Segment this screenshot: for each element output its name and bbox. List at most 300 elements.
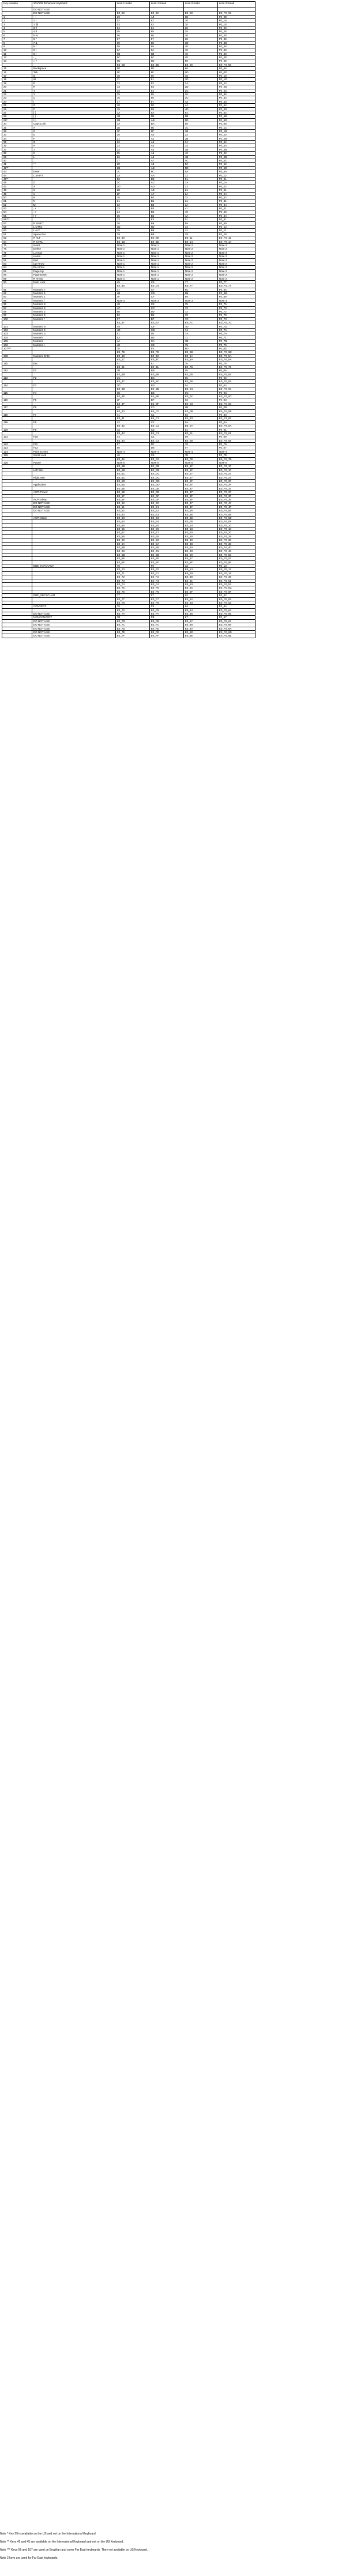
- scan2-make-cell: E0_09: [183, 439, 217, 442]
- scan2-make-cell: E0_68: [183, 623, 217, 627]
- scan1-make-cell: 26: [115, 155, 149, 159]
- key-location-cell: 96: [2, 303, 32, 306]
- scan2-make-cell: 33: [183, 144, 217, 148]
- scan1-make-cell: Note 1: [115, 262, 149, 265]
- scan2-make-cell: E0_20: [183, 531, 217, 534]
- scan1-break-cell: Note 1: [149, 258, 183, 262]
- scan2-break-cell: F0_2E: [217, 33, 255, 37]
- scan2-make-cell: 06: [183, 376, 217, 380]
- key-name-cell: I: [32, 100, 115, 103]
- scan1-make-cell: 4B: [115, 292, 149, 295]
- scan1-break-cell: E0_EF: [149, 560, 183, 564]
- scan1-make-cell: 22: [115, 141, 149, 144]
- key-name-cell: Numeric 5: [32, 306, 115, 310]
- scan2-break-cell: E0_F0_5E: [217, 513, 255, 516]
- scan2-make-cell: Note 2: [183, 251, 217, 254]
- key-location-cell: 99: [2, 314, 32, 317]
- scan1-make-cell: 40: [115, 406, 149, 409]
- key-name-cell: Pause: [32, 461, 115, 465]
- scan2-make-cell: 4E: [183, 56, 217, 59]
- scan2-make-cell: E0_1F: [183, 468, 217, 472]
- scan1-make-cell: 3A: [115, 122, 149, 126]
- scan2-break-cell: F0_25: [217, 30, 255, 33]
- scan2-make-cell: 01: [183, 428, 217, 431]
- key-name-cell: Caps Lock: [32, 122, 115, 126]
- scan2-break-cell: E0_F0_47: [217, 502, 255, 505]
- scan1-break-cell: C2: [149, 420, 183, 424]
- scan2-break-cell: E0_F0_76: [217, 365, 255, 368]
- scan1-make-cell: 43: [115, 428, 149, 431]
- scan2-break-cell: E0_F0_0C: [217, 395, 255, 398]
- key-name-cell: C: [32, 189, 115, 192]
- key-location-cell: 11: [2, 52, 32, 55]
- scan1-break-cell: 8D: [149, 59, 183, 63]
- scan1-make-cell: 01: [115, 361, 149, 365]
- scan2-break-cell: F0_03: [217, 398, 255, 402]
- key-name-cell: D: [32, 133, 115, 137]
- key-location-cell: 6: [2, 33, 32, 37]
- scan2-break-cell: E0_F0_11: [217, 236, 255, 240]
- scan1-make-cell: 73: [115, 218, 149, 221]
- scan1-make-cell: E0_70: [115, 568, 149, 571]
- scan1-make-cell: 34: [115, 210, 149, 214]
- scan1-make-cell: 1A: [115, 111, 149, 114]
- scan2-make-cell: Note 2: [183, 269, 217, 273]
- scan2-break-cell: F0_7E: [217, 454, 255, 457]
- scan1-make-cell: 1D: [115, 225, 149, 229]
- key-name-cell: P: [32, 107, 115, 111]
- scan1-make-cell: E0_72: [115, 575, 149, 579]
- scan1-break-cell: C8: [149, 303, 183, 306]
- scan1-break-cell: BB: [149, 369, 183, 372]
- scan2-break-cell: F0_07: [217, 446, 255, 450]
- scan1-make-cell: 70: [115, 564, 149, 567]
- scan1-break-cell: AA: [149, 174, 183, 177]
- scan1-break-cell: 9D: [149, 225, 183, 229]
- scan1-make-cell: 79: [115, 605, 149, 608]
- scan1-break-cell: E0_FC: [149, 623, 183, 627]
- scan2-break-cell: F0_5D: [217, 118, 255, 122]
- scan1-make-cell: E0_3D: [115, 387, 149, 391]
- scan1-make-cell: 1F: [115, 129, 149, 133]
- scan1-break-cell: A1: [149, 137, 183, 140]
- scan1-break-cell: E0_E5: [149, 524, 183, 527]
- scan2-break-cell: E0_F0_40: [217, 546, 255, 549]
- scan1-make-cell: E0_74: [115, 582, 149, 586]
- key-name-cell: Num Lock: [32, 280, 115, 284]
- scan2-break-cell: F0_4A: [217, 214, 255, 217]
- key-name-cell: Numeric 3: [32, 332, 115, 336]
- scan1-break-cell: CC: [149, 306, 183, 310]
- key-name-cell: Numeric 8: [32, 303, 115, 306]
- scan1-break-cell: B7: [149, 317, 183, 321]
- scan1-make-cell: E0_7D: [115, 627, 149, 630]
- key-location-cell: 104: [2, 336, 32, 339]
- scan1-make-cell: 2F: [115, 192, 149, 195]
- key-name-cell: V: [32, 192, 115, 195]
- scan2-make-cell: 46: [183, 48, 217, 52]
- key-name-cell: 7 &: [32, 41, 115, 44]
- scan1-make-cell: E0_62: [115, 509, 149, 513]
- key-location-cell: 57: [2, 221, 32, 225]
- scan1-break-cell: A6: [149, 155, 183, 159]
- scan1-make-cell: 31: [115, 199, 149, 203]
- scan1-break-cell: B8: [149, 229, 183, 232]
- key-name-cell: ACPI Wake: [32, 516, 115, 519]
- scan2-make-cell: 0A: [183, 420, 217, 424]
- scan1-make-cell: E0_66: [115, 528, 149, 531]
- header-keyboard: 101/102 Enhanced keyboard: [32, 2, 115, 8]
- scan2-make-cell: Note 2: [183, 247, 217, 251]
- key-name-cell: R SHIFT: [32, 221, 115, 225]
- scan2-make-cell: 79: [183, 343, 217, 347]
- scan2-make-cell: 61: [183, 177, 217, 180]
- scan1-break-cell: Note 1: [149, 273, 183, 277]
- scan2-make-cell: 42: [183, 152, 217, 155]
- scan1-break-cell: D1: [149, 332, 183, 336]
- scan1-make-cell: E0_75: [115, 586, 149, 590]
- scan2-break-cell: E0_F0_3F: [217, 498, 255, 501]
- scan1-break-cell: E0_E4: [149, 520, 183, 524]
- scan1-make-cell: E0_6A: [115, 542, 149, 545]
- scan2-make-cell: 78: [183, 443, 217, 446]
- scan1-make-cell: 19: [115, 107, 149, 111]
- key-location-cell: 95: [2, 299, 32, 302]
- scan1-break-cell: AE: [149, 189, 183, 192]
- key-location-cell: 105: [2, 340, 32, 343]
- scan1-make-cell: 57: [115, 443, 149, 446]
- scan2-make-cell: 29: [183, 232, 217, 236]
- scan2-make-cell: E0_56: [183, 509, 217, 513]
- scan2-make-cell: E0_37: [183, 491, 217, 494]
- scan2-break-cell: E0_F0_14: [217, 240, 255, 243]
- scan1-break-cell: E0_B7: [149, 321, 183, 325]
- key-name-cell: F3: [32, 383, 115, 387]
- scan2-make-cell: 2C: [183, 89, 217, 92]
- scan1-make-cell: E0_5F: [115, 494, 149, 498]
- scan2-break-cell: F0_0C: [217, 391, 255, 394]
- scan2-make-cell: 72: [183, 310, 217, 314]
- scan2-make-cell: 55: [183, 59, 217, 63]
- scan2-break-cell: Note 2: [217, 266, 255, 269]
- scan2-make-cell: 0D: [183, 70, 217, 74]
- key-location-cell: 97: [2, 306, 32, 310]
- footnote: Note *** Keys 56 and 107 are used on Brazilian and some Far East keyboards. They not available on US Keyboard.: [0, 2548, 148, 2552]
- key-location-cell: 125: [2, 454, 32, 457]
- key-location-cell: 27: [2, 111, 32, 114]
- key-location-cell: 80: [2, 255, 32, 258]
- key-location-cell: 21: [2, 89, 32, 92]
- scan1-break-cell: 8C: [149, 56, 183, 59]
- scan2-break-cell: E0_F0_09: [217, 439, 255, 442]
- scan1-make-cell: E0_1D: [115, 240, 149, 243]
- key-name-cell: 5 %: [32, 33, 115, 37]
- scan2-break-cell: Note 2: [217, 258, 255, 262]
- key-name-cell: . >: [32, 210, 115, 214]
- key-location-cell: 91: [2, 288, 32, 291]
- scan1-break-cell: B1: [149, 199, 183, 203]
- scan1-make-cell: E0_7E: [115, 631, 149, 634]
- scan1-break-cell: A8: [149, 163, 183, 166]
- scan2-make-cell: E0_6A: [183, 627, 217, 630]
- scan1-break-cell: B9: [149, 232, 183, 236]
- scan1-break-cell: 84: [149, 26, 183, 29]
- scan1-break-cell: B4: [149, 210, 183, 214]
- scan2-make-cell: 66: [183, 67, 217, 70]
- scan2-break-cell: Note 2: [217, 277, 255, 280]
- scan1-break-cell: D0: [149, 310, 183, 314]
- scan2-break-cell: E0_F0_19: [217, 571, 255, 575]
- scan2-break-cell: F0_35: [217, 92, 255, 96]
- scan2-break-cell: E0_F0_38: [217, 542, 255, 545]
- scan2-break-cell: E0_F0_06: [217, 380, 255, 383]
- key-location-cell: 116: [2, 398, 32, 402]
- scan2-break-cell: E0_F0_00: [217, 12, 255, 15]
- scan1-make-cell: E0_61: [115, 505, 149, 509]
- scan2-make-cell: 2D: [183, 85, 217, 89]
- key-name-cell: F9: [32, 428, 115, 431]
- scan2-make-cell: 0B: [183, 406, 217, 409]
- key-location-cell: 53: [2, 207, 32, 210]
- scan1-make-cell: 36: [115, 221, 149, 225]
- scan1-break-cell: E0_E2: [149, 509, 183, 513]
- scan1-make-cell: E0_37: [115, 321, 149, 325]
- scan1-make-cell: E0_3F: [115, 402, 149, 405]
- key-location-cell: 39: [2, 155, 32, 159]
- scan1-break-cell: E0_FB: [149, 619, 183, 623]
- scan1-break-cell: CA: [149, 340, 183, 343]
- key-name-cell: ` ~: [32, 15, 115, 18]
- key-name-cell: T: [32, 89, 115, 92]
- scan1-make-cell: 10: [115, 74, 149, 78]
- scan2-break-cell: F0_44: [217, 104, 255, 107]
- scan2-break-cell: F0_13: [217, 564, 255, 567]
- scan2-break-cell: E0_F0_08: [217, 520, 255, 524]
- scan1-break-cell: Note 1: [149, 247, 183, 251]
- key-name-cell: ; :: [32, 159, 115, 163]
- key-name-cell: Print Screen: [32, 450, 115, 453]
- scan2-break-cell: E0_F0_1F: [217, 465, 255, 468]
- scan2-make-cell: 59: [183, 221, 217, 225]
- scan1-make-cell: 4C: [115, 306, 149, 310]
- scan2-break-cell: E0_F0_62: [217, 597, 255, 601]
- key-name-cell: Numeric -: [32, 340, 115, 343]
- scan2-break-cell: F0_2B: [217, 137, 255, 140]
- scan2-break-cell: F0_1A: [217, 181, 255, 184]
- scan1-make-cell: 14: [115, 89, 149, 92]
- scan1-make-cell: 07: [115, 37, 149, 41]
- key-location-cell: 2: [2, 19, 32, 22]
- scan1-make-cell: 50: [115, 310, 149, 314]
- scan2-make-cell: 6B: [183, 292, 217, 295]
- scan2-make-cell: 11: [183, 229, 217, 232]
- key-name-cell: DO NOT USE: [32, 502, 115, 505]
- scan2-break-cell: E0_F0_67: [217, 619, 255, 623]
- scan2-break-cell: E0_F0_83: [217, 417, 255, 420]
- scan1-make-cell: 0C: [115, 56, 149, 59]
- scan1-break-cell: E0_C1: [149, 417, 183, 420]
- scan2-break-cell: F0_51: [217, 218, 255, 221]
- scan1-make-cell: 0F: [115, 70, 149, 74]
- scan1-break-cell: BC: [149, 376, 183, 380]
- scan2-make-cell: 76: [183, 361, 217, 365]
- key-name-cell: Delete: [32, 247, 115, 251]
- scan2-break-cell: F0_22: [217, 184, 255, 188]
- scan2-make-cell: 6C: [183, 288, 217, 291]
- key-name-cell: Left Win: [32, 468, 115, 472]
- key-name-cell: Numeric /: [32, 299, 115, 302]
- scan2-break-cell: E0_F0_5E: [217, 516, 255, 519]
- scan1-make-cell: Note 1: [115, 255, 149, 258]
- scan2-break-cell: F0_74: [217, 328, 255, 332]
- scan2-make-cell: 04: [183, 383, 217, 387]
- scan1-break-cell: E0_EA: [149, 542, 183, 545]
- scan2-make-cell: 34: [183, 141, 217, 144]
- key-name-cell: R Arrow: [32, 277, 115, 280]
- scan1-make-cell: 27: [115, 159, 149, 163]
- key-location-cell: 100: [2, 317, 32, 321]
- scan1-break-cell: E0_F7: [149, 597, 183, 601]
- scan2-break-cell: Note 5: [217, 461, 255, 465]
- key-name-cell: Page Down: [32, 273, 115, 277]
- scan2-break-cell: E0_F0_6A: [217, 627, 255, 630]
- scan2-make-cell: E0_5F: [183, 590, 217, 593]
- scan2-make-cell: 4A: [183, 214, 217, 217]
- scan2-break-cell: Note 3: [217, 299, 255, 302]
- scan2-make-cell: 7C: [183, 317, 217, 321]
- scan2-make-cell: Note 2: [183, 262, 217, 265]
- scan1-break-cell: E0_DB: [149, 465, 183, 468]
- scan1-make-cell: Note 3: [115, 299, 149, 302]
- scan2-make-cell: E0_47: [183, 502, 217, 505]
- scan2-make-cell: Note 3: [183, 299, 217, 302]
- scan2-break-cell: F0_64: [217, 605, 255, 608]
- scan1-make-cell: Note 5: [115, 461, 149, 465]
- key-name-cell: 3 #: [32, 26, 115, 29]
- scan1-break-cell: Note 3: [149, 299, 183, 302]
- table-row: [2, 634, 255, 638]
- key-name-cell: M: [32, 203, 115, 206]
- scan1-make-cell: 2B: [115, 118, 149, 122]
- scan2-break-cell: E0_F0_5A: [217, 354, 255, 357]
- key-location-cell: 49: [2, 192, 32, 195]
- key-location-cell: 86: [2, 273, 32, 277]
- scan2-make-cell: 51: [183, 218, 217, 221]
- key-name-cell: G: [32, 141, 115, 144]
- key-name-cell: Numeric 1: [32, 295, 115, 299]
- scan2-make-cell: 07: [183, 446, 217, 450]
- scan2-break-cell: F0_52: [217, 163, 255, 166]
- scan1-make-cell: 3B: [115, 369, 149, 372]
- scan1-make-cell: 02: [115, 19, 149, 22]
- key-name-cell: CONVERT: [32, 605, 115, 608]
- key-location-cell: 33: [2, 133, 32, 137]
- scan1-break-cell: B2: [149, 203, 183, 206]
- key-location-cell: 3: [2, 22, 32, 26]
- scan1-break-cell: F3: [149, 218, 183, 221]
- scan1-make-cell: 35: [115, 214, 149, 217]
- key-name-cell: L ALT: [32, 229, 115, 232]
- key-location-cell: 121: [2, 435, 32, 439]
- key-location-cell: 38: [2, 152, 32, 155]
- scan1-break-cell: CD: [149, 328, 183, 332]
- key-location-cell: 8: [2, 41, 32, 44]
- scan2-break-cell: Note 2: [217, 251, 255, 254]
- scan1-make-cell: E0_3E: [115, 395, 149, 398]
- scan1-make-cell: 56: [115, 177, 149, 180]
- scan2-break-cell: F0_31: [217, 199, 255, 203]
- scan2-break-cell: E0_F0_37: [217, 491, 255, 494]
- scan1-make-cell: 7B: [115, 616, 149, 619]
- scan2-make-cell: 2E: [183, 33, 217, 37]
- key-location-cell: 124: [2, 450, 32, 453]
- scan2-make-cell: E0_40: [183, 546, 217, 549]
- scan1-make-cell: 17: [115, 100, 149, 103]
- scan2-make-cell: 49: [183, 210, 217, 214]
- scan1-break-cell: 96: [149, 96, 183, 100]
- scan1-make-cell: 46: [115, 454, 149, 457]
- scan1-make-cell: E0_1C: [115, 358, 149, 361]
- scan2-make-cell: 41: [183, 207, 217, 210]
- key-location-cell: 120: [2, 428, 32, 431]
- scan1-break-cell: E0_F4: [149, 582, 183, 586]
- scan1-break-cell: E0_C2: [149, 424, 183, 428]
- key-location-cell: 36: [2, 144, 32, 148]
- key-location-cell: 102: [2, 328, 32, 332]
- scan1-break-cell: E0_DC: [149, 476, 183, 479]
- scan1-break-cell: E0_DF: [149, 498, 183, 501]
- scan2-make-cell: E0_0A: [183, 424, 217, 428]
- scan1-break-cell: 83: [149, 22, 183, 26]
- key-name-cell: 0 ): [32, 52, 115, 55]
- key-location-cell: 47: [2, 184, 32, 188]
- scan2-make-cell: E0_57: [183, 557, 217, 560]
- scan1-break-cell: 91: [149, 78, 183, 81]
- scan1-break-cell: 89: [149, 44, 183, 48]
- key-location-cell: 112: [2, 369, 32, 372]
- scan2-make-cell: Note 2: [183, 258, 217, 262]
- scan2-break-cell: F0_5D: [217, 166, 255, 170]
- key-location-cell: 24: [2, 100, 32, 103]
- scan1-break-cell: A4: [149, 148, 183, 151]
- scan2-break-cell: E0_F0_3F: [217, 494, 255, 498]
- scan2-make-cell: E0_18: [183, 528, 217, 531]
- scan2-make-cell: E0_5C: [183, 586, 217, 590]
- scan1-make-cell: 2A: [115, 174, 149, 177]
- key-name-cell: - _: [32, 56, 115, 59]
- scan2-make-cell: 24: [183, 81, 217, 85]
- key-name-cell: ] }: [32, 115, 115, 118]
- key-name-cell: Q: [32, 74, 115, 78]
- scan2-break-cell: E0_F0_64: [217, 608, 255, 612]
- scan1-make-cell: 29: [115, 15, 149, 18]
- scan2-make-cell: E0_04: [183, 387, 217, 391]
- scan2-break-cell: E0_F0_48: [217, 549, 255, 553]
- scan1-break-cell: 9F: [149, 129, 183, 133]
- scan1-make-cell: 37: [115, 317, 149, 321]
- scan2-make-cell: Note 4: [183, 450, 217, 453]
- key-location-cell: 119: [2, 420, 32, 424]
- key-location-cell: 62: [2, 236, 32, 240]
- scan1-make-cell: 1C: [115, 170, 149, 174]
- scan2-make-cell: 71: [183, 336, 217, 339]
- scan2-make-cell: E0_2F: [183, 483, 217, 487]
- key-name-cell: 8 *: [32, 44, 115, 48]
- key-name-cell: 4 $: [32, 30, 115, 33]
- scan1-break-cell: E0_C5: [149, 284, 183, 288]
- scan1-make-cell: 33: [115, 207, 149, 210]
- scan2-break-cell: E0_F0_5C: [217, 586, 255, 590]
